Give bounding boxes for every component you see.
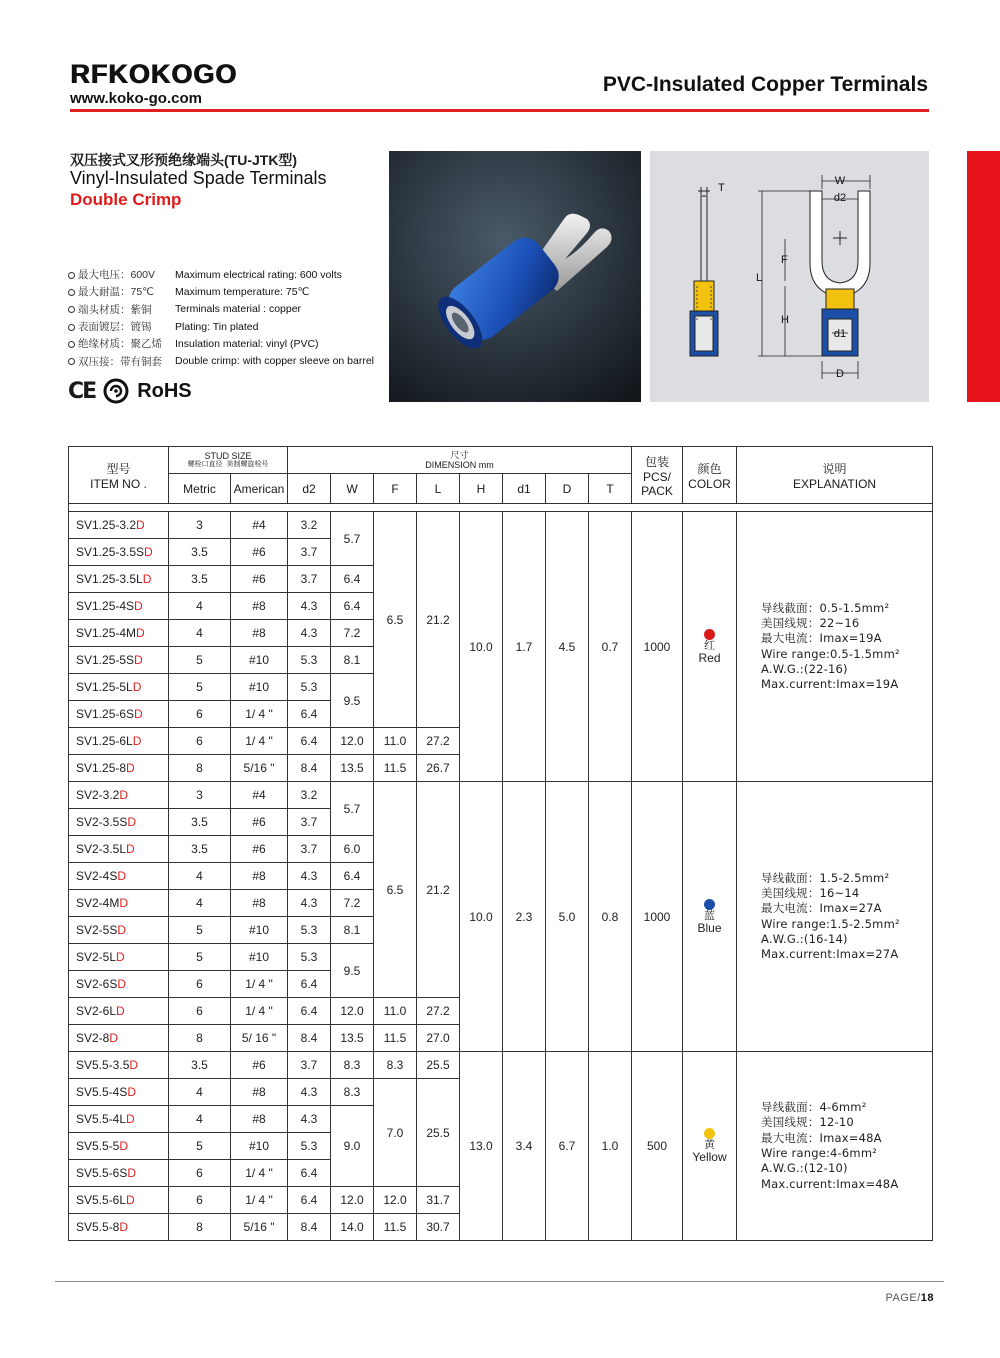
- spec-item: [68, 335, 374, 352]
- header-dimension-cn: 尺寸: [450, 450, 469, 460]
- stud-american: 1/ 4 ": [231, 1187, 288, 1214]
- pack-qty: 1000: [632, 782, 683, 1052]
- header-stud-size: [169, 447, 288, 474]
- terminal-spec-table: [68, 446, 933, 1241]
- header-explanation: [737, 447, 933, 504]
- item-no: SV2-4SD: [69, 863, 169, 890]
- stud-metric: 6: [169, 998, 231, 1025]
- stud-metric: 5: [169, 944, 231, 971]
- gap-row: [69, 504, 933, 512]
- item-no: SV2-3.2D: [69, 782, 169, 809]
- stud-american: #6: [231, 836, 288, 863]
- dim-h: 13.0: [460, 1052, 503, 1241]
- stud-metric: 6: [169, 1160, 231, 1187]
- item-no: SV2-3.5LD: [69, 836, 169, 863]
- stud-metric: 4: [169, 1106, 231, 1133]
- stud-metric: 8: [169, 1025, 231, 1052]
- stud-american: #10: [231, 944, 288, 971]
- stud-metric: 3: [169, 512, 231, 539]
- item-no: SV2-5LD: [69, 944, 169, 971]
- dim-w: 12.0: [331, 728, 374, 755]
- dim-w: 8.1: [331, 647, 374, 674]
- spec-cn: 最大耐温：75℃: [68, 284, 175, 299]
- stud-american: #10: [231, 647, 288, 674]
- dim-d2: 3.2: [288, 782, 331, 809]
- pack-qty: 500: [632, 1052, 683, 1241]
- stud-american: 1/ 4 ": [231, 728, 288, 755]
- stud-metric: 3.5: [169, 836, 231, 863]
- item-no: SV5.5-3.5D: [69, 1052, 169, 1079]
- stud-metric: 6: [169, 728, 231, 755]
- spec-item: [68, 301, 374, 318]
- stud-metric: 3: [169, 782, 231, 809]
- dim-d2: 4.3: [288, 593, 331, 620]
- color-cn: 蓝: [704, 909, 716, 922]
- label-d1: d1: [833, 328, 847, 340]
- dim-f: 11.5: [374, 1214, 417, 1241]
- dim-f: 12.0: [374, 1187, 417, 1214]
- stud-american: #4: [231, 782, 288, 809]
- dim-d2: 5.3: [288, 674, 331, 701]
- stud-american: 1/ 4 ": [231, 1160, 288, 1187]
- dim-l: 27.2: [417, 728, 460, 755]
- header-pack-cn: 包装: [645, 454, 670, 469]
- dim-d2: 6.4: [288, 1187, 331, 1214]
- item-no: SV2-6LD: [69, 998, 169, 1025]
- dim-l: 27.0: [417, 1025, 460, 1052]
- color-dot-red: [704, 629, 715, 640]
- item-no: SV1.25-8D: [69, 755, 169, 782]
- dim-h: 10.0: [460, 512, 503, 782]
- label-d: D: [836, 368, 844, 380]
- dim-d2: 6.4: [288, 728, 331, 755]
- stud-metric: 6: [169, 701, 231, 728]
- spec-cn: 绝缘材质：聚乙烯: [68, 336, 175, 351]
- dim-d1: 3.4: [503, 1052, 546, 1241]
- product-title-cn: 双压接式叉形预绝缘端头(TU-JTK型): [70, 152, 298, 168]
- spec-item: [68, 352, 374, 369]
- product-photo: [389, 151, 641, 402]
- dim-d2: 8.4: [288, 1025, 331, 1052]
- label-d2: d2: [833, 192, 847, 204]
- dim-l: 31.7: [417, 1187, 460, 1214]
- dim-f: 6.5: [374, 782, 417, 998]
- header-h: H: [460, 474, 503, 504]
- item-no: SV1.25-6LD: [69, 728, 169, 755]
- item-no: SV1.25-3.5LD: [69, 566, 169, 593]
- header-stud-american-cn: 美制螺旋栓号: [226, 461, 269, 468]
- header-pack: [632, 447, 683, 504]
- dim-d2: 3.7: [288, 836, 331, 863]
- color-dot-blue: [704, 899, 715, 910]
- item-no: SV1.25-5SD: [69, 647, 169, 674]
- dim-f: 11.5: [374, 755, 417, 782]
- explanation: 导线截面：4-6mm² 美国线规：12-10 最大电流：Imax=48A Wire range:4-6mm² A.W.G.:(12-10) Max.current:Imax=48A: [737, 1052, 933, 1241]
- dim-d2: 3.7: [288, 809, 331, 836]
- stud-american: #8: [231, 863, 288, 890]
- stud-american: 1/ 4 ": [231, 971, 288, 998]
- dim-w: 5.7: [331, 782, 374, 836]
- dim-d2: 4.3: [288, 863, 331, 890]
- spec-item: [68, 266, 374, 283]
- dim-l: 25.5: [417, 1079, 460, 1187]
- dim-l: 21.2: [417, 512, 460, 728]
- dim-w: 9.0: [331, 1106, 374, 1187]
- table-row: [69, 512, 933, 539]
- brand-url[interactable]: www.koko-go.com: [70, 90, 202, 107]
- color-cell: [683, 782, 737, 1052]
- dim-w: 6.4: [331, 566, 374, 593]
- dim-d2: 6.4: [288, 1160, 331, 1187]
- spec-list: [68, 266, 374, 370]
- header-item-en: ITEM NO .: [90, 476, 147, 491]
- header-color: [683, 447, 737, 504]
- header-dimension: [288, 447, 632, 474]
- header-stud-metric-cn: 螺栓口直径: [187, 461, 223, 468]
- dim-f: 8.3: [374, 1052, 417, 1079]
- color-cn: 红: [704, 639, 716, 652]
- stud-metric: 4: [169, 1079, 231, 1106]
- header-pack-en1: PCS/: [643, 469, 672, 484]
- brand: [70, 60, 237, 107]
- dim-d: 5.0: [546, 782, 589, 1052]
- header-stud-size-label: STUD SIZE: [204, 451, 252, 461]
- page-title: PVC-Insulated Copper Terminals: [602, 73, 928, 96]
- dim-w: 13.5: [331, 755, 374, 782]
- dim-w: 6.0: [331, 836, 374, 863]
- header-item-cn: 型号: [106, 461, 131, 476]
- header-w: W: [331, 474, 374, 504]
- stud-metric: 5: [169, 647, 231, 674]
- dim-w: 9.5: [331, 944, 374, 998]
- stud-american: #6: [231, 1052, 288, 1079]
- stud-american: 5/ 16 ": [231, 1025, 288, 1052]
- dim-d2: 3.2: [288, 512, 331, 539]
- dim-w: 6.4: [331, 593, 374, 620]
- header-t: T: [589, 474, 632, 504]
- ce-mark-icon: CE: [68, 378, 96, 404]
- item-no: SV2-4MD: [69, 890, 169, 917]
- dim-t: 0.8: [589, 782, 632, 1052]
- dim-d2: 5.3: [288, 917, 331, 944]
- item-no: SV1.25-3.2D: [69, 512, 169, 539]
- stud-american: #10: [231, 1133, 288, 1160]
- ccc-mark-icon: [103, 378, 129, 404]
- dim-d2: 3.7: [288, 1052, 331, 1079]
- stud-american: #10: [231, 917, 288, 944]
- item-no: SV5.5-4LD: [69, 1106, 169, 1133]
- header-item: [69, 447, 169, 504]
- item-no: SV5.5-6SD: [69, 1160, 169, 1187]
- dim-l: 26.7: [417, 755, 460, 782]
- header-color-en: COLOR: [688, 476, 731, 491]
- dim-w: 6.4: [331, 863, 374, 890]
- side-view-barrel: [690, 281, 718, 356]
- dim-w: 9.5: [331, 674, 374, 728]
- item-no: SV2-8D: [69, 1025, 169, 1052]
- stud-metric: 8: [169, 755, 231, 782]
- explanation: 导线截面：1.5-2.5mm² 美国线规：16~14 最大电流：Imax=27A Wire range:1.5-2.5mm² A.W.G.:(16-14) Max.current:Imax=27A: [737, 782, 933, 1052]
- stud-metric: 4: [169, 863, 231, 890]
- stud-american: 1/ 4 ": [231, 701, 288, 728]
- stud-american: #6: [231, 809, 288, 836]
- dim-w: 13.5: [331, 1025, 374, 1052]
- color-dot-yellow: [704, 1128, 715, 1139]
- dim-d2: 6.4: [288, 998, 331, 1025]
- color-cell: [683, 1052, 737, 1241]
- stud-metric: 3.5: [169, 1052, 231, 1079]
- dim-w: 7.2: [331, 890, 374, 917]
- footer-divider: [55, 1281, 944, 1282]
- dim-w: 7.2: [331, 620, 374, 647]
- item-no: SV1.25-4MD: [69, 620, 169, 647]
- dim-d2: 4.3: [288, 890, 331, 917]
- dim-d2: 3.7: [288, 539, 331, 566]
- stud-american: #4: [231, 512, 288, 539]
- dim-h: 10.0: [460, 782, 503, 1052]
- item-no: SV1.25-4SD: [69, 593, 169, 620]
- dim-d2: 6.4: [288, 971, 331, 998]
- header-american: American: [231, 474, 288, 504]
- stud-american: #8: [231, 890, 288, 917]
- color-cn: 黄: [704, 1139, 716, 1151]
- dim-d: 4.5: [546, 512, 589, 782]
- dim-d2: 6.4: [288, 701, 331, 728]
- dim-d2: 5.3: [288, 647, 331, 674]
- brand-logo: RFKOKOGO: [70, 59, 237, 89]
- header-d1: d1: [503, 474, 546, 504]
- item-no: SV1.25-6SD: [69, 701, 169, 728]
- stud-metric: 3.5: [169, 539, 231, 566]
- color-cell: [683, 512, 737, 782]
- dim-l: 25.5: [417, 1052, 460, 1079]
- stud-metric: 5: [169, 674, 231, 701]
- spec-en: Double crimp: with copper sleeve on barrel: [175, 355, 375, 368]
- stud-metric: 3.5: [169, 809, 231, 836]
- color-en: Yellow: [692, 1150, 727, 1164]
- header-divider: [70, 109, 929, 112]
- header-color-cn: 颜色: [697, 461, 722, 476]
- dim-w: 14.0: [331, 1214, 374, 1241]
- spec-en: Insulation material: vinyl (PVC): [175, 337, 319, 350]
- item-no: SV1.25-5LD: [69, 674, 169, 701]
- spec-item: [68, 318, 374, 335]
- dim-d2: 4.3: [288, 1106, 331, 1133]
- stud-metric: 8: [169, 1214, 231, 1241]
- dim-w: 12.0: [331, 1187, 374, 1214]
- dim-d2: 4.3: [288, 620, 331, 647]
- dim-w: 8.3: [331, 1079, 374, 1106]
- page-number: PAGE/18: [885, 1292, 934, 1304]
- product-title-en: Vinyl-Insulated Spade Terminals: [70, 168, 327, 188]
- stud-metric: 6: [169, 1187, 231, 1214]
- stud-metric: 5: [169, 917, 231, 944]
- label-f: F: [781, 254, 788, 266]
- stud-american: #10: [231, 674, 288, 701]
- item-no: SV2-5SD: [69, 917, 169, 944]
- dim-l: 27.2: [417, 998, 460, 1025]
- pack-qty: 1000: [632, 512, 683, 782]
- dim-f: 11.5: [374, 1025, 417, 1052]
- label-w: W: [834, 175, 846, 187]
- dim-t: 0.7: [589, 512, 632, 782]
- item-no: SV2-6SD: [69, 971, 169, 998]
- spec-en: Maximum electrical rating: 600 volts: [175, 268, 342, 281]
- rohs-mark: RoHS: [137, 379, 192, 402]
- section-tab: [967, 151, 1000, 402]
- spec-cn: 表面镀层：镀锡: [68, 319, 175, 334]
- header-dimension-en: DIMENSION mm: [425, 460, 494, 470]
- color-en: Blue: [697, 920, 722, 935]
- dim-f: 11.0: [374, 728, 417, 755]
- dim-w: 5.7: [331, 512, 374, 566]
- explanation: 导线截面：0.5-1.5mm² 美国线规：22~16 最大电流：Imax=19A Wire range:0.5-1.5mm² A.W.G.:(22-16) Max.current:Imax=19A: [737, 512, 933, 782]
- stud-metric: 4: [169, 890, 231, 917]
- dim-d2: 5.3: [288, 1133, 331, 1160]
- dim-w: 8.3: [331, 1052, 374, 1079]
- spec-cn: 端头材质：紫铜: [68, 302, 175, 317]
- item-no: SV5.5-5D: [69, 1133, 169, 1160]
- label-t: T: [718, 182, 725, 194]
- spec-cn: 最大电压：600V: [68, 267, 175, 282]
- dim-l: 30.7: [417, 1214, 460, 1241]
- dim-d1: 1.7: [503, 512, 546, 782]
- dim-d2: 5.3: [288, 944, 331, 971]
- stud-american: #8: [231, 593, 288, 620]
- stud-metric: 3.5: [169, 566, 231, 593]
- product-subtitle: Double Crimp: [70, 190, 182, 209]
- stud-american: #8: [231, 620, 288, 647]
- spec-en: Terminals material : copper: [175, 303, 302, 316]
- table-row: [69, 782, 933, 809]
- technical-drawing: [650, 151, 929, 402]
- stud-american: 5/16 ": [231, 1214, 288, 1241]
- stud-american: #6: [231, 539, 288, 566]
- header-d: D: [546, 474, 589, 504]
- item-no: SV5.5-8D: [69, 1214, 169, 1241]
- stud-american: #8: [231, 1079, 288, 1106]
- dim-d2: 4.3: [288, 1079, 331, 1106]
- dim-d2: 8.4: [288, 1214, 331, 1241]
- dim-f: 11.0: [374, 998, 417, 1025]
- header-expl-cn: 说明: [822, 461, 847, 476]
- stud-american: 1/ 4 ": [231, 998, 288, 1025]
- header-expl-en: EXPLANATION: [792, 476, 877, 491]
- spec-en: Plating: Tin plated: [175, 320, 259, 333]
- item-no: SV5.5-4SD: [69, 1079, 169, 1106]
- table-row: [69, 1052, 933, 1079]
- dim-w: 8.1: [331, 917, 374, 944]
- stud-american: #6: [231, 566, 288, 593]
- stud-american: #8: [231, 1106, 288, 1133]
- color-en: Red: [698, 650, 721, 665]
- item-no: SV2-3.5SD: [69, 809, 169, 836]
- stud-metric: 4: [169, 593, 231, 620]
- label-l: L: [756, 272, 763, 284]
- header-l: L: [417, 474, 460, 504]
- dim-t: 1.0: [589, 1052, 632, 1241]
- stud-metric: 4: [169, 620, 231, 647]
- dim-w: 12.0: [331, 998, 374, 1025]
- dim-f: 6.5: [374, 512, 417, 728]
- stud-american: 5/16 ": [231, 755, 288, 782]
- spec-cn: 双压接：带有铜套: [68, 354, 175, 369]
- header-f: F: [374, 474, 417, 504]
- header-metric: Metric: [169, 474, 231, 504]
- stud-metric: 6: [169, 971, 231, 998]
- stud-metric: 5: [169, 1133, 231, 1160]
- dim-f: 7.0: [374, 1079, 417, 1187]
- label-h: H: [781, 314, 789, 326]
- certifications: [68, 378, 192, 404]
- dim-d1: 2.3: [503, 782, 546, 1052]
- item-no: SV1.25-3.5SD: [69, 539, 169, 566]
- item-no: SV5.5-6LD: [69, 1187, 169, 1214]
- dim-d: 6.7: [546, 1052, 589, 1241]
- dim-l: 21.2: [417, 782, 460, 998]
- spec-en: Maximum temperature: 75℃: [175, 285, 310, 298]
- dim-d2: 8.4: [288, 755, 331, 782]
- dim-d2: 3.7: [288, 566, 331, 593]
- spec-item: [68, 283, 374, 300]
- header-pack-en2: PACK: [641, 483, 673, 498]
- header-d2: d2: [288, 474, 331, 504]
